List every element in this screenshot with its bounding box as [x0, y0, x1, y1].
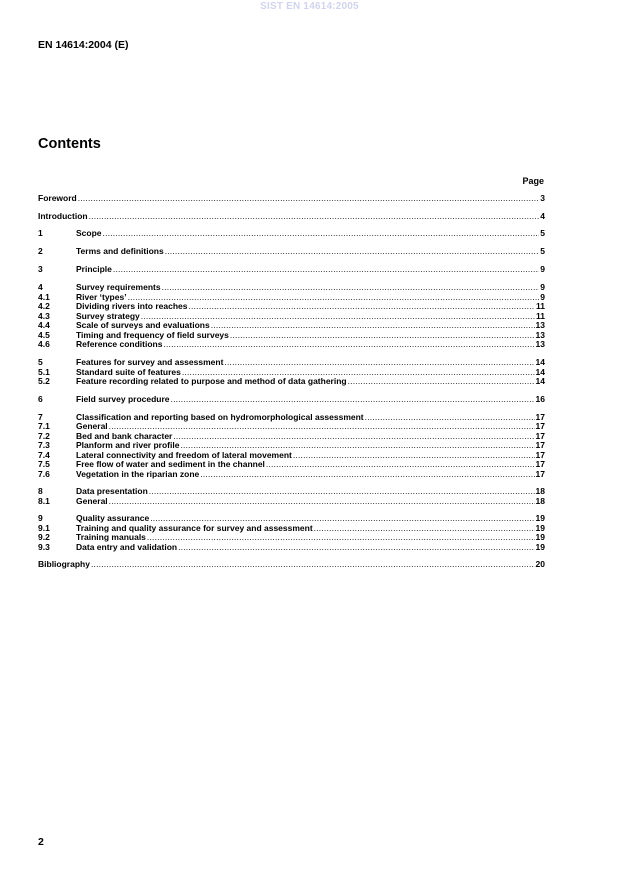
toc-entry-page: 14: [535, 357, 545, 367]
toc-group: [38, 560, 545, 570]
page-column-label: Page: [522, 176, 544, 186]
toc-entry-title: Vegetation in the riparian zone: [76, 468, 200, 479]
toc-entry[interactable]: [38, 229, 545, 239]
toc-entry-page: 17: [535, 430, 545, 441]
toc-dot-leader: [163, 340, 534, 350]
toc-entry-number: 4.1: [38, 291, 50, 302]
toc-entry-page: 17: [535, 411, 545, 422]
contents-heading: Contents: [38, 136, 101, 152]
toc-entry[interactable]: [38, 470, 545, 480]
table-of-contents: [38, 194, 545, 570]
toc-group: [38, 283, 545, 350]
toc-entry-title: Feature recording related to purpose and method of data gathering: [76, 376, 347, 386]
toc-dot-leader: [293, 451, 535, 461]
toc-entry-number: 8.1: [38, 495, 50, 506]
toc-dot-leader: [109, 422, 535, 432]
toc-entry-title: River ‘types’: [76, 291, 127, 302]
toc-entry-number: 7.1: [38, 421, 50, 431]
toc-entry[interactable]: [38, 395, 545, 405]
toc-entry-number: 3: [38, 264, 43, 274]
toc-group: [38, 265, 545, 275]
toc-entry-title: Features for survey and assessment: [76, 357, 224, 367]
toc-dot-leader: [128, 293, 540, 303]
toc-entry-number: 4.6: [38, 339, 50, 349]
toc-entry-page: 19: [535, 541, 545, 552]
toc-entry[interactable]: [38, 265, 545, 275]
toc-entry-title: Quality assurance: [76, 513, 150, 523]
toc-dot-leader: [348, 377, 535, 387]
toc-entry-page: 14: [535, 366, 545, 377]
toc-entry-title: Training and quality assurance for survey and assessment: [76, 522, 313, 533]
toc-dot-leader: [365, 413, 535, 423]
toc-entry-number: 4.5: [38, 329, 50, 340]
toc-entry-title: Bibliography: [38, 559, 90, 569]
toc-dot-leader: [178, 543, 534, 553]
toc-entry[interactable]: [38, 377, 545, 387]
toc-group: [38, 212, 545, 222]
toc-entry[interactable]: [38, 194, 545, 204]
toc-group: [38, 358, 545, 387]
toc-entry-page: 19: [535, 532, 545, 542]
toc-entry-title: Field survey procedure: [76, 394, 170, 404]
toc-entry-page: 11: [536, 310, 545, 321]
toc-entry-title: Scale of surveys and evaluations: [76, 320, 210, 330]
toc-entry-number: 5: [38, 357, 43, 367]
toc-group: [38, 395, 545, 405]
toc-entry-number: 5.1: [38, 366, 50, 377]
toc-entry-page: 13: [535, 329, 545, 340]
toc-entry-number: 6: [38, 394, 43, 404]
toc-dot-leader: [103, 229, 540, 239]
toc-dot-leader: [211, 321, 535, 331]
toc-entry-page: 5: [540, 246, 545, 256]
toc-group: [38, 413, 545, 480]
toc-entry-page: 19: [535, 522, 545, 533]
toc-entry[interactable]: [38, 560, 545, 570]
toc-entry-title: Lateral connectivity and freedom of lateral movement: [76, 449, 292, 460]
toc-entry-number: 1: [38, 228, 43, 238]
toc-dot-leader: [113, 265, 539, 275]
toc-entry[interactable]: [38, 543, 545, 553]
toc-entry-number: 4.3: [38, 310, 50, 321]
toc-group: [38, 487, 545, 506]
toc-entry-page: 17: [535, 459, 545, 469]
toc-entry-page: 17: [535, 421, 545, 431]
toc-entry-number: 5.2: [38, 376, 50, 386]
toc-entry-page: 16: [535, 394, 545, 404]
toc-group: [38, 194, 545, 204]
toc-entry-page: 13: [535, 339, 545, 349]
toc-entry-number: 8: [38, 486, 43, 496]
toc-entry-title: Foreword: [38, 193, 77, 203]
toc-dot-leader: [149, 487, 535, 497]
toc-entry-page: 18: [535, 495, 545, 506]
toc-group: [38, 514, 545, 552]
toc-dot-leader: [91, 560, 535, 570]
toc-dot-leader: [162, 283, 540, 293]
toc-entry-title: Introduction: [38, 210, 88, 221]
toc-entry-page: 18: [535, 486, 545, 496]
toc-dot-leader: [200, 470, 534, 480]
toc-entry-page: 17: [535, 468, 545, 479]
toc-entry-title: Standard suite of features: [76, 366, 181, 377]
toc-entry-page: 9: [540, 291, 545, 302]
toc-entry-title: Data presentation: [76, 486, 148, 496]
toc-dot-leader: [266, 460, 535, 470]
toc-dot-leader: [171, 395, 535, 405]
watermark: SIST EN 14614:2005: [260, 1, 359, 12]
toc-dot-leader: [78, 194, 540, 204]
toc-dot-leader: [224, 358, 534, 368]
toc-entry-title: Dividing rivers into reaches: [76, 301, 188, 311]
toc-entry-title: General: [76, 421, 108, 431]
toc-entry-page: 17: [535, 449, 545, 460]
toc-dot-leader: [230, 331, 535, 341]
toc-entry-number: 7: [38, 411, 43, 422]
toc-entry-page: 14: [535, 376, 545, 386]
toc-entry-title: General: [76, 495, 108, 506]
toc-entry-title: Scope: [76, 228, 102, 238]
toc-entry-page: 5: [540, 228, 545, 238]
toc-entry-page: 20: [535, 559, 545, 569]
toc-entry-page: 19: [535, 513, 545, 523]
toc-entry-title: Timing and frequency of field surveys: [76, 329, 229, 340]
toc-entry-number: 9.1: [38, 522, 50, 533]
toc-dot-leader: [89, 212, 540, 222]
toc-entry-page: 4: [540, 210, 545, 221]
toc-entry-number: 7.2: [38, 430, 50, 441]
toc-entry[interactable]: [38, 340, 545, 350]
toc-group: [38, 247, 545, 257]
toc-dot-leader: [188, 302, 535, 312]
toc-entry-title: Bed and bank character: [76, 430, 173, 441]
toc-entry-title: Classification and reporting based on hydromorphological assessment: [76, 411, 364, 422]
toc-entry[interactable]: [38, 212, 545, 222]
toc-entry[interactable]: [38, 247, 545, 257]
page-number: 2: [38, 836, 44, 848]
toc-dot-leader: [165, 247, 540, 257]
toc-entry-number: 7.4: [38, 449, 50, 460]
toc-entry[interactable]: [38, 497, 545, 507]
toc-entry-number: 4.4: [38, 320, 50, 330]
document-id: EN 14614:2004 (E): [38, 39, 129, 51]
toc-entry-page: 9: [540, 282, 545, 292]
toc-entry-number: 9.3: [38, 541, 50, 552]
toc-entry-title: Data entry and validation: [76, 541, 178, 552]
toc-entry-page: 17: [535, 440, 545, 450]
toc-group: [38, 229, 545, 239]
toc-entry-number: 9: [38, 513, 43, 523]
toc-entry-number: 4.2: [38, 301, 50, 311]
toc-dot-leader: [314, 524, 535, 534]
toc-entry[interactable]: [38, 487, 545, 497]
toc-entry-number: 7.3: [38, 440, 50, 450]
toc-entry-number: 9.2: [38, 532, 50, 542]
toc-entry-number: 7.6: [38, 468, 50, 479]
toc-entry-number: 4: [38, 282, 43, 292]
toc-entry-title: Terms and definitions: [76, 246, 164, 256]
toc-entry-title: Free flow of water and sediment in the channel: [76, 459, 265, 469]
toc-entry-title: Training manuals: [76, 532, 146, 542]
toc-entry-title: Planform and river profile: [76, 440, 180, 450]
toc-entry[interactable]: [38, 413, 545, 423]
toc-entry-title: Survey strategy: [76, 310, 140, 321]
toc-entry-title: Reference conditions: [76, 339, 163, 349]
toc-entry-page: 13: [535, 320, 545, 330]
toc-dot-leader: [147, 533, 535, 543]
toc-entry-page: 11: [536, 301, 545, 311]
toc-entry-number: 2: [38, 246, 43, 256]
toc-dot-leader: [173, 432, 534, 442]
toc-entry-page: 9: [540, 264, 545, 274]
toc-entry-number: 7.5: [38, 459, 50, 469]
toc-dot-leader: [109, 497, 535, 507]
toc-entry-title: Principle: [76, 264, 112, 274]
toc-entry-page: 3: [540, 193, 545, 203]
toc-entry-title: Survey requirements: [76, 282, 161, 292]
